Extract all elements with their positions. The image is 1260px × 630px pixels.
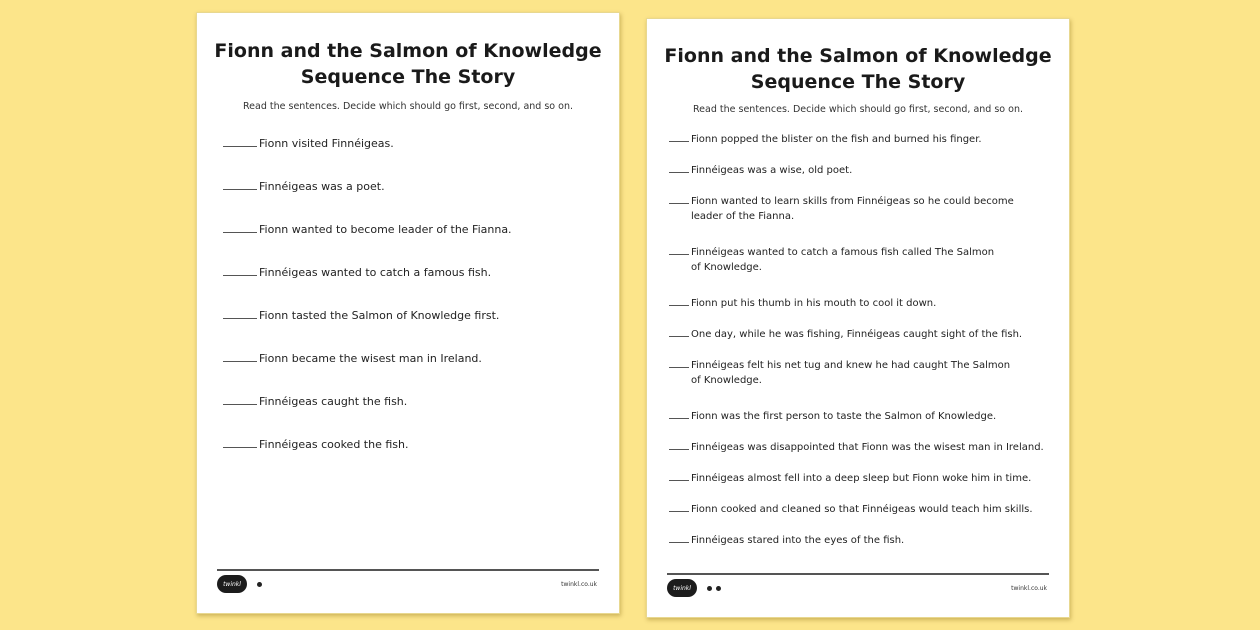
list-item	[223, 223, 512, 236]
answer-blank[interactable]	[669, 172, 689, 173]
list-item	[223, 352, 482, 365]
list-item	[223, 309, 499, 322]
sentence-text: Finnéigeas was a poet.	[259, 180, 385, 193]
sentence-text-cont: leader of the Fianna.	[691, 211, 795, 222]
answer-blank[interactable]	[669, 336, 689, 337]
list-item	[223, 266, 491, 279]
list-item	[669, 411, 996, 422]
sentence-text: Fionn cooked and cleaned so that Finnéigeas would teach him skills.	[691, 504, 1033, 515]
list-item	[669, 442, 1044, 453]
twinkl-logo: twinkl	[217, 575, 247, 593]
list-item	[223, 180, 385, 193]
answer-blank[interactable]	[669, 305, 689, 306]
answer-blank[interactable]	[669, 542, 689, 543]
instructions: Read the sentences. Decide which should go first, second, and so on.	[243, 101, 573, 112]
sentence-text: Finnéigeas wanted to catch a famous fish.	[259, 266, 492, 279]
answer-blank[interactable]	[669, 141, 689, 142]
sentence-text: Fionn became the wisest man in Ireland.	[259, 352, 482, 365]
sentence-text: Finnéigeas was disappointed that Fionn was the wisest man in Ireland.	[691, 442, 1044, 453]
answer-blank[interactable]	[223, 318, 257, 319]
sentence-text: Finnéigeas stared into the eyes of the fish.	[691, 535, 905, 546]
answer-blank[interactable]	[223, 447, 257, 448]
site-url: twinkl.co.uk	[561, 581, 597, 588]
sentence-text: One day, while he was fishing, Finnéigeas caught sight of the fish.	[691, 329, 1023, 340]
answer-blank[interactable]	[669, 480, 689, 481]
answer-blank[interactable]	[669, 418, 689, 419]
page-dot-icon	[716, 586, 721, 591]
sentence-text: Finnéigeas caught the fish.	[259, 395, 408, 408]
page-title: Fionn and the Salmon of Knowledge	[664, 45, 1052, 67]
page-subtitle: Sequence The Story	[300, 66, 516, 88]
page-title: Fionn and the Salmon of Knowledge	[214, 40, 602, 62]
list-item	[669, 247, 994, 277]
list-item	[669, 134, 982, 145]
page-dot-icon	[707, 586, 712, 591]
sentence-text: Fionn put his thumb in his mouth to cool it down.	[691, 298, 937, 309]
answer-blank[interactable]	[669, 367, 689, 368]
sentence-text-cont: of Knowledge.	[691, 262, 762, 273]
answer-blank[interactable]	[669, 449, 689, 450]
answer-blank[interactable]	[669, 511, 689, 512]
list-item	[223, 137, 394, 150]
list-item	[669, 360, 1010, 390]
answer-blank[interactable]	[223, 361, 257, 362]
sentence-text: Finnéigeas felt his net tug and knew he had caught The Salmon	[691, 360, 1011, 371]
list-item	[669, 329, 1022, 340]
page-dot-icon	[257, 582, 262, 587]
answer-blank[interactable]	[223, 232, 257, 233]
sentence-text: Fionn wanted to learn skills from Finnéigeas so he could become	[691, 196, 1014, 207]
sentence-text: Finnéigeas cooked the fish.	[259, 438, 409, 451]
list-item	[669, 473, 1031, 484]
site-url: twinkl.co.uk	[1011, 585, 1047, 592]
sentence-text: Fionn was the first person to taste the Salmon of Knowledge.	[691, 411, 997, 422]
answer-blank[interactable]	[223, 404, 257, 405]
list-item	[669, 298, 936, 309]
sentence-text-cont: of Knowledge.	[691, 375, 762, 386]
twinkl-logo: twinkl	[667, 579, 697, 597]
sentence-text: Fionn popped the blister on the fish and burned his finger.	[691, 134, 982, 145]
answer-blank[interactable]	[223, 189, 257, 190]
list-item	[669, 165, 852, 176]
footer-divider	[667, 573, 1049, 575]
sentence-text: Finnéigeas almost fell into a deep sleep but Fionn woke him in time.	[691, 473, 1032, 484]
sentence-text: Fionn visited Finnéigeas.	[259, 137, 394, 150]
answer-blank[interactable]	[223, 275, 257, 276]
sentence-text: Fionn wanted to become leader of the Fianna.	[259, 223, 512, 236]
list-item	[223, 438, 408, 451]
worksheet-right	[646, 18, 1070, 618]
footer-divider	[217, 569, 599, 571]
answer-blank[interactable]	[669, 254, 689, 255]
page-subtitle: Sequence The Story	[750, 71, 966, 93]
sentence-text: Finnéigeas wanted to catch a famous fish called The Salmon	[691, 247, 995, 258]
sentence-text: Finnéigeas was a wise, old poet.	[691, 165, 853, 176]
list-item	[223, 395, 407, 408]
list-item	[669, 504, 1033, 515]
worksheet-left	[196, 12, 620, 614]
instructions: Read the sentences. Decide which should go first, second, and so on.	[693, 104, 1023, 115]
answer-blank[interactable]	[223, 146, 257, 147]
sentence-text: Fionn tasted the Salmon of Knowledge first.	[259, 309, 500, 322]
list-item	[669, 196, 1014, 226]
answer-blank[interactable]	[669, 203, 689, 204]
list-item	[669, 535, 904, 546]
